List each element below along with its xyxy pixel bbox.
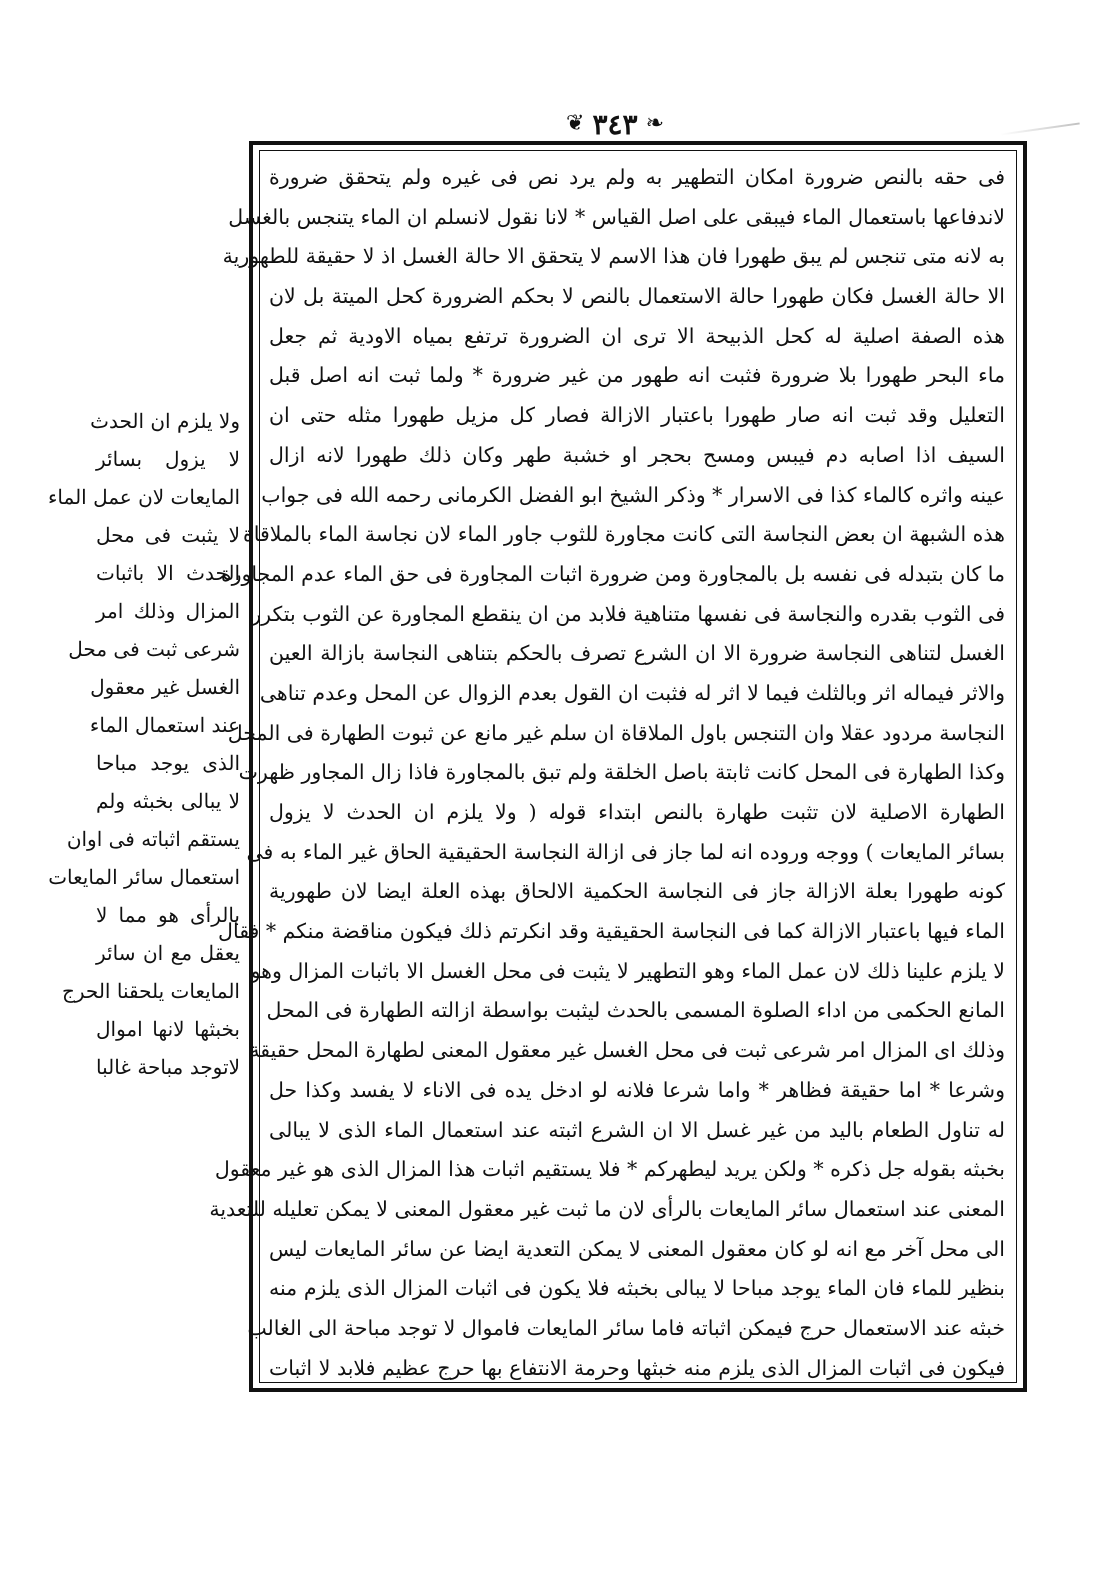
margin-text-line: الغسل غير معقول [90,675,240,699]
main-text-line: وكذا الطهارة فى المحل كانت ثابتة باصل الخلقة ولم تبق بالمجاورة فاذا زال المجاور ظهرت [238,760,1005,785]
main-text-line: التعليل وقد ثبت انه صار طهورا باعتبار الازالة فصار كل مزيل طهورا مثله حتى ان [269,403,1005,428]
main-text-line: بسائر المايعات ) ووجه وروده انه لما جاز فى ازالة النجاسة الحقيقية الحاق غير الماء به فى [246,839,1005,864]
main-text-line: ماء البحر طهورا بلا ضرورة فثبت انه طهور من غير ضرورة * ولما ثبت انه اصل قبل [269,363,1005,388]
main-text-line: بنظير للماء فان الماء يوجد مباحا لا يبالى بخبثه فلا يكون فى اثبات المزال الذى يلزم منه [269,1276,1005,1301]
margin-text-line: لا يثبت فى محل [96,523,240,547]
margin-text-line: المزال وذلك امر [96,599,240,623]
main-text-line: الطهارة الاصلية لان تثبت طهارة بالنص ابتداء قوله ( ولا يلزم ان الحدث لا يزول [269,800,1005,824]
main-text-line: كونه طهورا بعلة الازالة جاز فى النجاسة الحكمية الالحاق بهذه العلة ايضا لان طهورية [269,879,1005,904]
margin-text-line: الذى يوجد مباحا [96,751,240,775]
margin-text-line: لا يبالى بخبثه ولم [96,789,240,813]
main-text-line: المعنى عند استعمال سائر المايعات بالرأى لان ما ثبت غير معقول المعنى لا يمكن تعليله للتعدية [209,1196,1005,1221]
main-text-line: الغسل لتناهى النجاسة ضرورة الا ان الشرع تصرف بالحكم بتناهى النجاسة بازالة العين [269,641,1005,666]
main-text-line: خبثه عند الاستعمال حرج فيمكن اثباته فاما سائر المايعات فاموال لا توجد مباحة الى الغالب [247,1315,1005,1340]
right-ornament-icon: ❧ [645,111,664,136]
page-number: ٣٤٣ [592,107,638,141]
margin-text-line: بالرأى هو مما لا [96,903,240,927]
margin-text-line: عند استعمال الماء [89,713,240,737]
margin-text-line: الحدث الا باثبات [96,561,240,585]
main-text-line: فى الثوب بقدره والنجاسة فى نفسها متناهية فلابد من ان ينقطع المجاورة عن الثوب بتكرر [251,601,1005,626]
main-text-line: به لانه متى تنجس لم يبق طهورا فان هذا الاسم لا يتحقق الا حالة الغسل اذ لا حقيقة للطهورية [222,244,1005,269]
margin-text-line: لاتوجد مباحة غالبا [96,1055,240,1079]
main-text-line: الماء فيها باعتبار الازالة كما فى النجاسة الحقيقية وقد انكرتم ذلك فيكون مناقضة منكم * فقال [218,919,1005,944]
scan-artifact [1000,122,1079,135]
main-text-line: بخبثه بقوله جل ذكره * ولكن يريد ليطهركم * فلا يستقيم اثبات هذا المزال الذى هو غير معقول [214,1157,1005,1182]
page-number-header [550,104,680,144]
main-text-line: السيف اذا اصابه دم فيبس ومسح بحجر او خشبة طهر وكان ذلك طهورا لانه ازال [269,442,1005,467]
main-text-line: وشرعا * اما حقيقة فظاهر * واما شرعا فلانه لو ادخل يده فى الاناء لا يفسد وكذا حل [269,1077,1005,1102]
margin-text-line: شرعى ثبت فى محل [68,637,240,661]
main-text-line: فيكون فى اثبات المزال الذى يلزم منه خبثها وحرمة الانتفاع بها حرج عظيم فلابد لا اثبات [269,1355,1005,1380]
main-text-line: فى حقه بالنص ضرورة امكان التطهير به ولم يرد نص فى غيره ولم يتحقق ضرورة [269,165,1005,189]
margin-text-line: بخبثها لانها اموال [96,1017,240,1041]
margin-text-line: المايعات يلحقنا الحرج [61,979,240,1003]
main-text-line: الى محل آخر مع انه لو كان معقول المعنى لا يمكن التعدية ايضا عن سائر المايعات ليس [269,1236,1005,1261]
margin-text-line: يستقم اثباته فى اوان [66,827,240,851]
main-text-line: الا حالة الغسل فكان طهورا حالة الاستعمال بالنص لا بحكم الضرورة كحل الميتة بل لان [269,284,1005,309]
main-text-line: وذلك اى المزال امر شرعى ثبت فى محل الغسل غير معقول المعنى لطهارة المحل حقيقة [249,1038,1005,1063]
main-text-line: هذه الصفة اصلية له كحل الذبيحة الا ترى ان الضرورة ترتفع بمياه الاودية ثم جعل [269,323,1005,348]
margin-text-line: المايعات لان عمل الماء [48,485,240,509]
margin-commentary [48,402,240,1086]
main-text-line: لا يلزم علينا ذلك لان عمل الماء وهو التطهير لا يثبت فى محل الغسل الا باثبات المزال وهو [250,958,1005,983]
margin-text-line: ولا يلزم ان الحدث [90,409,240,433]
main-text-block [209,158,1011,1388]
main-text-line: عينه واثره كالماء كذا فى الاسرار * وذكر الشيخ ابو الفضل الكرمانى رحمه الله فى جواب [261,482,1005,507]
main-text-line: هذه الشبهة ان بعض النجاسة التى كانت مجاورة للثوب جاور الماء لان نجاسة الماء بالملاقاة [242,522,1005,547]
main-text-line: النجاسة مردود عقلا وان التنجس باول الملاقاة ان سلم غير مانع عن ثبوت الطهارة فى المحل [227,720,1005,745]
main-text-line: ما كان بتبدله فى نفسه بل بالمجاورة ومن ضرورة اثبات المجاورة فى حق الماء عدم المجاورة [220,561,1005,586]
left-ornament-icon: ❦ [566,111,585,136]
main-text-line: المانع الحكمى من اداء الصلوة المسمى بالحدث ليثبت بواسطة ازالته الطهارة فى المحل [266,998,1005,1023]
main-text-line: لاندفاعها باستعمال الماء فيبقى على اصل القياس * لانا نقول لانسلم ان الماء يتنجس بالغسل [228,204,1005,229]
margin-text-line: لا يزول بسائر [96,447,240,471]
main-text-line: والاثر فيماله اثر وبالثلث فيما لا اثر له فثبت ان القول بعدم الزوال عن المحل وعدم تناهى [259,680,1005,705]
margin-text-line: يعقل مع ان سائر [96,941,240,965]
margin-text-line: استعمال سائر المايعات [48,865,240,889]
main-text-line: له تناول الطعام باليد من غير غسل الا ان الشرع اثبته عند استعمال الماء الذى لا يبالى [269,1117,1005,1142]
